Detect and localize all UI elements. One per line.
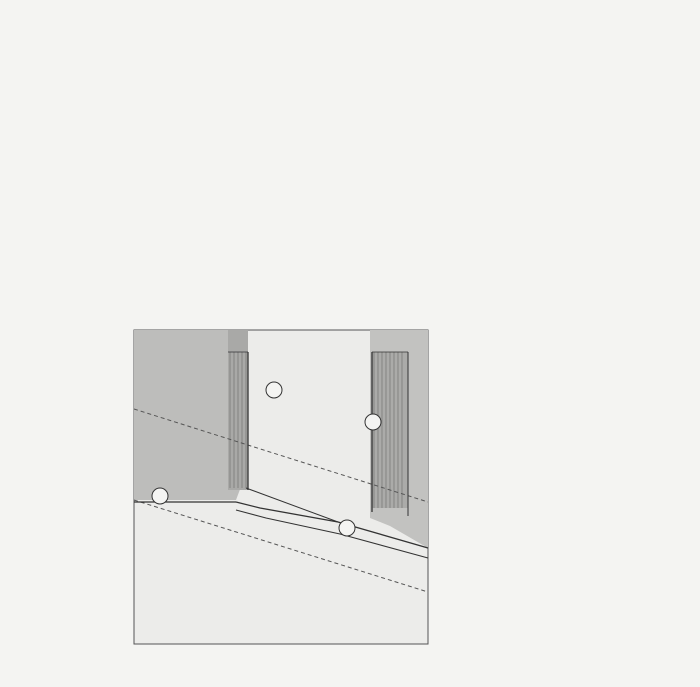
pourbaix-svg [90, 312, 450, 682]
cu2-shaded-region [134, 330, 242, 500]
question-c [74, 236, 694, 257]
line-number-3 [266, 382, 282, 398]
question-b [74, 167, 694, 188]
line-number-4 [365, 414, 381, 430]
line-number-1 [152, 488, 168, 504]
line-number-2 [339, 520, 355, 536]
intro-paragraph [66, 6, 691, 27]
question-a [72, 98, 672, 119]
pourbaix-diagram [90, 312, 450, 687]
